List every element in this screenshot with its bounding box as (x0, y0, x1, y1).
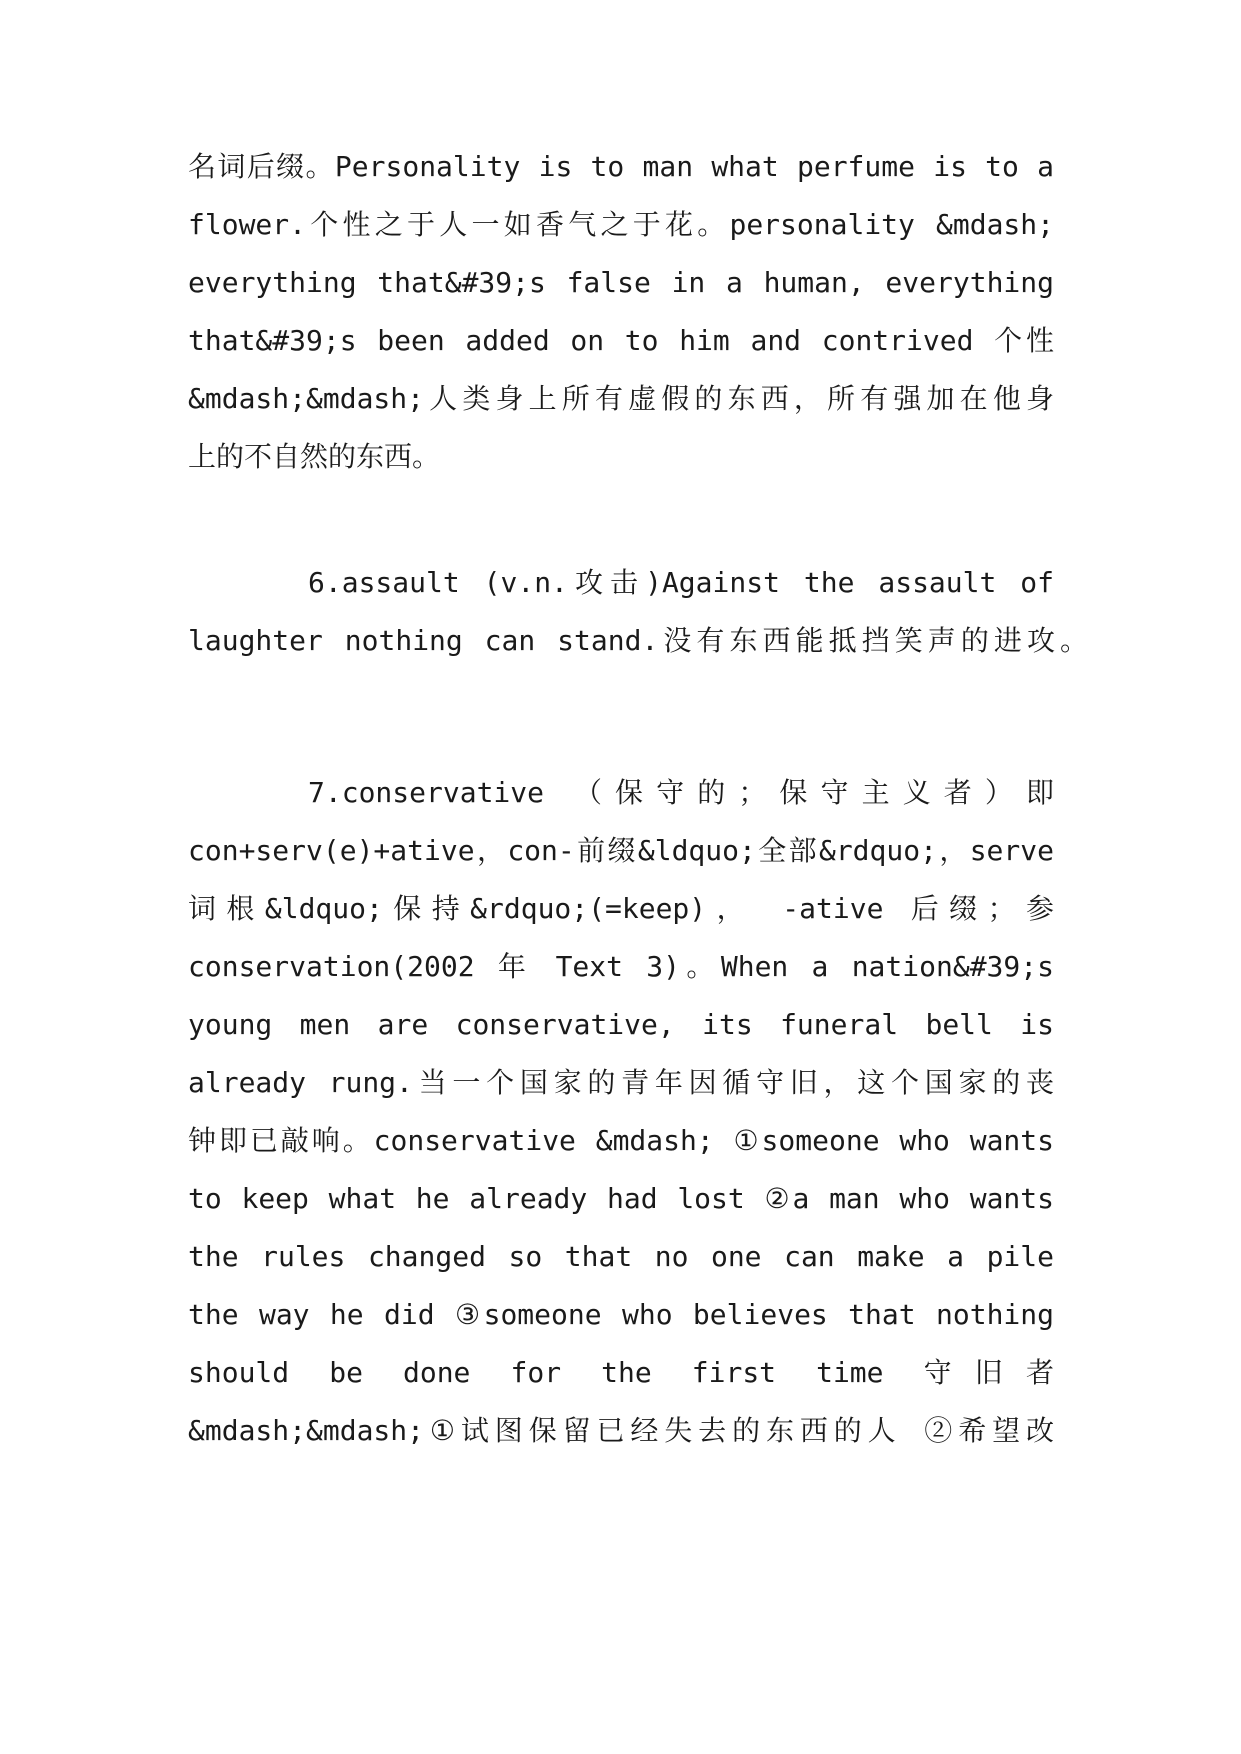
text-line: to keep what he already had lost ②a man who wants (188, 1182, 1054, 1215)
text-line: con+serv(e)+ative，con-前缀&ldquo;全部&rdquo;，serve (188, 834, 1054, 867)
text-line: 上的不自然的东西。 (188, 440, 441, 473)
text-line: 名词后缀。Personality is to man what perfume is to a (188, 150, 1054, 183)
text-line: &mdash;&mdash;①试图保留已经失去的东西的人 ②希望改 (188, 1414, 1054, 1447)
paragraph-conservative (188, 764, 1054, 1460)
text-line: 钟即已敲响。conservative &mdash; ①someone who wants (188, 1124, 1054, 1157)
text-line: &mdash;&mdash;人类身上所有虚假的东西，所有强加在他身 (188, 382, 1054, 415)
text-line: should be done for the first time 守旧者 (188, 1356, 1054, 1389)
text-line: that&#39;s been added on to him and contrived 个性 (188, 324, 1054, 357)
text-line: 7.conservative （保守的；保守主义者）即 (308, 776, 1054, 809)
text-line: laughter nothing can stand.没有东西能抵挡笑声的进攻。 (188, 624, 1088, 657)
paragraph-personality (188, 138, 1054, 486)
paragraph-assault (188, 554, 1088, 670)
text-line: the rules changed so that no one can make a pile (188, 1240, 1054, 1273)
text-line: 6.assault (v.n.攻击)Against the assault of (308, 566, 1054, 599)
text-line: young men are conservative, its funeral bell is (188, 1008, 1054, 1041)
text-line: everything that&#39;s false in a human, everything (188, 266, 1054, 299)
text-line: 词根&ldquo;保持&rdquo;(=keep)， -ative 后缀；参 (188, 892, 1054, 925)
text-line: the way he did ③someone who believes that nothing (188, 1298, 1054, 1331)
text-line: already rung.当一个国家的青年因循守旧，这个国家的丧 (188, 1066, 1054, 1099)
text-line: flower.个性之于人一如香气之于花。personality &mdash; (188, 208, 1054, 241)
text-line: conservation(2002 年 Text 3)。When a nation&#39;s (188, 950, 1054, 983)
